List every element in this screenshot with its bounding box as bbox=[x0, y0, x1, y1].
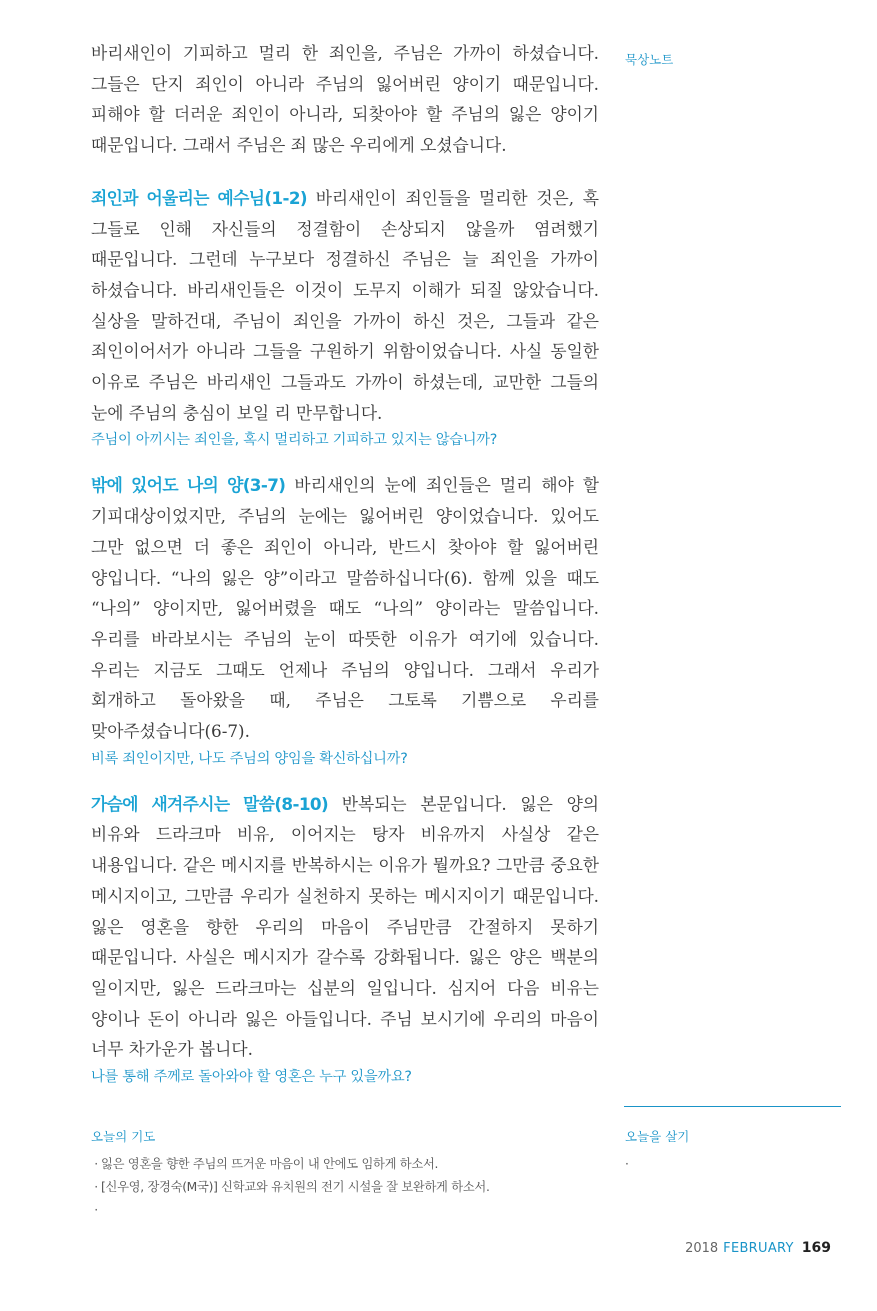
sidebar-divider bbox=[624, 1106, 841, 1107]
prayer-title: 오늘의 기도 bbox=[91, 1129, 156, 1144]
prayer-item: · [신우영, 장경숙(M국)] 신학교와 유치원의 전기 시설을 잘 보완하게 하소서. bbox=[94, 1180, 490, 1194]
section-1-question: 주님이 아끼시는 죄인을, 혹시 멀리하고 기피하고 있지는 않습니까? bbox=[91, 432, 498, 449]
section-3-heading: 가슴에 새겨주시는 말씀(8-10) bbox=[91, 793, 329, 814]
section-3-question: 나를 통해 주께로 돌아와야 할 영혼은 누구 있을까요? bbox=[91, 1069, 412, 1086]
prayer-list bbox=[91, 1153, 601, 1222]
section-2-body: 바리새인의 눈에 죄인들은 멀리 해야 할 기피대상이었지만, 주님의 눈에는 잃어버린 양이었습니다. 있어도 그만 없으면 더 좋은 죄인이 아니라, 반드시 찾아야 할 잃어버린 양입니다. “나의 잃은 양”이라고 말씀하십니다(6). 함께 있을 때도 “나의” 양이지만, 잃어버렸을 때도 “나의” 양이라는 말씀입니다. 우리를 바라보시는 주님의 눈이 따뜻한 이유가 여기에 있습니다. 우리는 지금도 그때도 언제나 주님의 양입니다. 그래서 우리가 회개하고 돌아왔을 때, 주님은 그토록 기쁨으로 우리를 맞아주셨습니다(6-7). bbox=[91, 475, 599, 742]
section-2-paragraph bbox=[91, 470, 599, 746]
prayer-item: · 잃은 영혼을 향한 주님의 뜨거운 마음이 내 안에도 임하게 하소서. bbox=[94, 1157, 439, 1171]
section-1-heading: 죄인과 어울리는 예수님(1-2) bbox=[91, 187, 307, 208]
section-1-paragraph bbox=[91, 183, 599, 429]
living-today-title: 오늘을 살기 bbox=[625, 1129, 690, 1144]
living-today-box bbox=[625, 1127, 840, 1176]
page-footer bbox=[685, 1240, 831, 1256]
section-2-question: 비록 죄인이지만, 나도 주님의 양임을 확신하십니까? bbox=[91, 750, 408, 767]
section-1-body: 바리새인이 죄인들을 멀리한 것은, 혹 그들로 인해 자신들의 정결함이 손상되지 않을까 염려했기 때문입니다. 그런데 누구보다 정결하신 주님은 늘 죄인을 가까이 하셨습니다. 바리새인들은 이것이 도무지 이해가 되질 않았습니다. 실상을 말하건대, 주님이 죄인을 가까이 하신 것은, 그들과 같은 죄인이어서가 아니라 그들을 구원하기 위함이었습니다. 사실 동일한 이유로 주님은 바리새인 그들과도 가까이 하셨는데, 교만한 그들의 눈에 주님의 충심이 보일 리 만무합니다. bbox=[91, 187, 600, 423]
section-2-heading: 밖에 있어도 나의 양(3-7) bbox=[91, 475, 286, 496]
main-text-column bbox=[91, 38, 599, 1089]
todays-prayer-box bbox=[91, 1127, 601, 1222]
section-3-body: 반복되는 본문입니다. 잃은 양의 비유와 드라크마 비유, 이어지는 탕자 비유까지 사실상 같은 내용입니다. 같은 메시지를 반복하시는 이유가 뭘까요? 그만큼 중요한 메시지이고, 그만큼 우리가 실천하지 못하는 메시지이기 때문입니다. 잃은 영혼을 향한 우리의 마음이 주님만큼 간절하지 못하기 때문입니다. 사실은 메시지가 갈수록 강화됩니다. 잃은 양은 백분의 일이지만, 잃은 드라크마는 십분의 일입니다. 심지어 다음 비유는 양이나 돈이 아니라 잃은 아들입니다. 주님 보시기에 우리의 마음이 너무 차가운가 봅니다. bbox=[91, 793, 599, 1060]
living-today-item: · bbox=[625, 1157, 629, 1171]
footer-year: 2018 bbox=[685, 1241, 719, 1256]
footer-month: FEBRUARY bbox=[723, 1241, 794, 1256]
intro-paragraph: 바리새인이 기피하고 멀리 한 죄인을, 주님은 가까이 하셨습니다. 그들은 단지 죄인이 아니라 주님의 잃어버린 양이기 때문입니다. 피해야 할 더러운 죄인이 아니라, 되찾아야 할 주님의 잃은 양이기 때문입니다. 그래서 주님은 죄 많은 우리에게 오셨습니다. bbox=[91, 43, 599, 156]
page-number: 169 bbox=[801, 1240, 831, 1256]
prayer-item: · bbox=[94, 1203, 98, 1217]
side-title-meditation-note: 묵상노트 bbox=[625, 52, 674, 67]
section-3-paragraph bbox=[91, 789, 599, 1065]
